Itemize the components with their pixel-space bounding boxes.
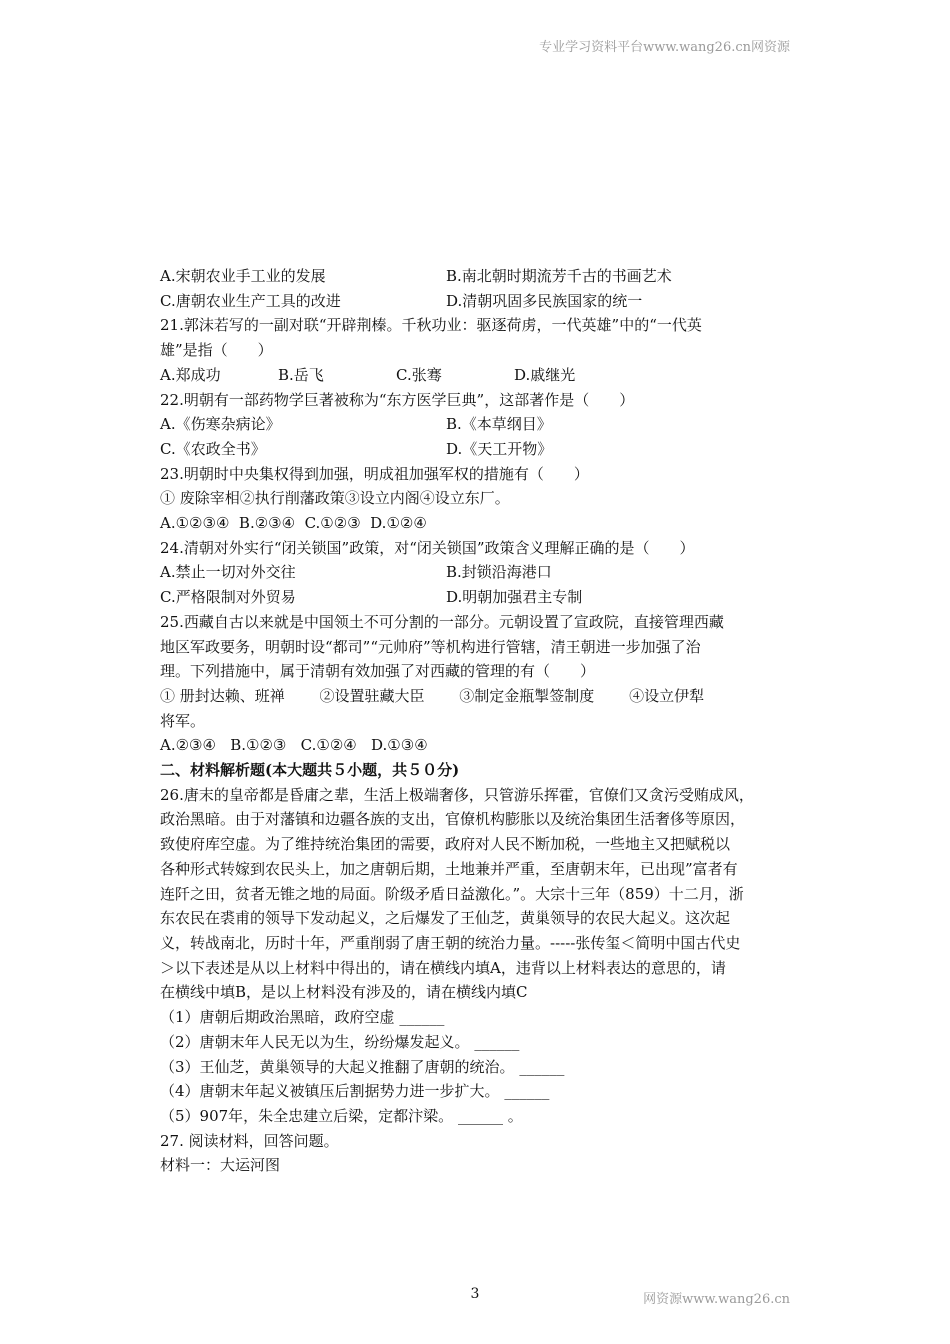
q25-line-3: 理。下列措施中，属于清朝有效加强了对西藏的管理的有（ ） [160, 662, 596, 681]
q26-line-4: 各种形式转嫁到农民头上，加之唐朝后期，土地兼并严重，至唐朝末年，已出现”富者有 [160, 859, 738, 878]
q20-option-b: B.南北朝时期流芳千古的书画艺术 [446, 267, 672, 285]
q23-options: A.①②③④ B.②③④ C.①②③ D.①②④ [160, 514, 427, 533]
q26-line-2: 政治黑暗。由于对藩镇和边疆各族的支出，官僚机构膨胀以及统治集团生活奢侈等原因， [160, 810, 746, 829]
q24-option-d: D.明朝加强君主专制 [446, 588, 583, 607]
q26-line-1: 26.唐末的皇帝都是昏庸之辈，生活上极端奢侈，只管游乐挥霍，官僚们又贪污受贿成风， [160, 785, 754, 804]
q20-options-row-1 [160, 264, 792, 289]
q25-items-cont: 将军。 [160, 711, 206, 730]
q20-option-c: C.唐朝农业生产工具的改进 [160, 291, 341, 310]
page-number: 3 [470, 1286, 480, 1302]
q21-option-d: D.戚继光 [514, 365, 576, 384]
q24-option-b: B.封锁沿海港口 [446, 563, 552, 582]
q21-option-c: C.张骞 [396, 365, 442, 384]
exam-content [160, 264, 792, 1178]
q20-option-d: D.清朝巩固多民族国家的统一 [446, 291, 643, 310]
q25-items: ① 册封达赖、班禅 ②设置驻藏大臣 ③制定金瓶掣签制度 ④设立伊犁 [160, 686, 705, 705]
q24-stem: 24.清朝对外实行“闭关锁国”政策，对“闭关锁国”政策含义理解正确的是（ ） [160, 538, 695, 557]
q21-stem-line-2: 雄”是指（ ） [160, 341, 273, 360]
q27-material: 材料一：大运河图 [160, 1156, 281, 1175]
q26-sub-5: （5）907年，朱全忠建立后梁，定都汴梁。 ______ 。 [160, 1106, 523, 1125]
q21-option-b: B.岳飞 [278, 365, 324, 384]
section-2-title: 二、材料解析题(本大题共５小题，共５０分) [160, 761, 460, 780]
q22-option-d: D.《天工开物》 [446, 439, 553, 458]
q22-options-row-1 [160, 412, 792, 437]
q26-sub-1: （1）唐朝后期政治黑暗，政府空虚 ______ [160, 1008, 445, 1027]
q26-line-3: 致使府库空虚。为了维持统治集团的需要，政府对人民不断加税，一些地主又把赋税以 [160, 835, 731, 854]
q20-options-row-2 [160, 289, 792, 314]
q24-options-row-1 [160, 560, 792, 585]
q23-items: ① 废除宰相②执行削藩政策③设立内阁④设立东厂。 [160, 489, 510, 508]
q22-option-a: A.《伤寒杂病论》 [160, 415, 281, 434]
q26-line-7: 义，转战南北，历时十年，严重削弱了唐王朝的统治力量。-----张传玺＜简明中国古代史 [160, 933, 741, 952]
q21-stem-line-1: 21.郭沫若写的一副对联“开辟荆榛。千秋功业：驱逐荷虏，一代英雄”中的“一代英 [160, 316, 702, 335]
q24-option-c: C.严格限制对外贸易 [160, 588, 296, 607]
q26-sub-4: （4）唐朝末年起义被镇压后割据势力进一步扩大。 ______ [160, 1082, 550, 1101]
page-footer: 网资源www.wang26.cn [643, 1292, 790, 1307]
q26-sub-2: （2）唐朝末年人民无以为生，纷纷爆发起义。 ______ [160, 1032, 520, 1051]
q26-line-6: 东农民在裘甫的领导下发动起义，之后爆发了王仙芝，黄巢领导的农民大起义。这次起 [160, 909, 731, 928]
q21-option-a: A.郑成功 [160, 365, 221, 384]
q26-line-9: 在横线中填B，是以上材料没有涉及的，请在横线内填C [160, 983, 528, 1002]
q22-option-c: C.《农政全书》 [160, 439, 266, 458]
q25-line-1: 25.西藏自古以来就是中国领土不可分割的一部分。元朝设置了宣政院，直接管理西藏 [160, 612, 724, 631]
q27-stem: 27. 阅读材料，回答问题。 [160, 1131, 339, 1150]
q26-sub-3: （3）王仙芝，黄巢领导的大起义推翻了唐朝的统治。 ______ [160, 1057, 565, 1076]
page-header: 专业学习资料平台www.wang26.cn网资源 [539, 40, 790, 55]
q22-option-b: B.《本草纲目》 [446, 415, 552, 434]
q22-stem: 22.明朝有一部药物学巨著被称为“东方医学巨典”，这部著作是（ ） [160, 390, 635, 409]
q21-options [160, 363, 792, 388]
q25-line-2: 地区军政要务，明朝时设“都司”“元帅府”等机构进行管辖，清王朝进一步加强了治 [160, 637, 701, 656]
q22-options-row-2 [160, 437, 792, 462]
q26-line-5: 连阡之田，贫者无锥之地的局面。阶级矛盾日益激化。”。大宗十三年（859）十二月，浙 [160, 884, 744, 903]
q26-line-8: ＞以下表述是从以上材料中得出的，请在横线内填A，违背以上材料表达的意思的，请 [160, 958, 726, 977]
q25-options: A.②③④ B.①②③ C.①②④ D.①③④ [160, 736, 428, 755]
q24-options-row-2 [160, 585, 792, 610]
q20-option-a: A.宋朝农业手工业的发展 [160, 267, 326, 285]
q24-option-a: A.禁止一切对外交往 [160, 563, 296, 582]
q23-stem: 23.明朝时中央集权得到加强，明成祖加强军权的措施有（ ） [160, 464, 589, 483]
